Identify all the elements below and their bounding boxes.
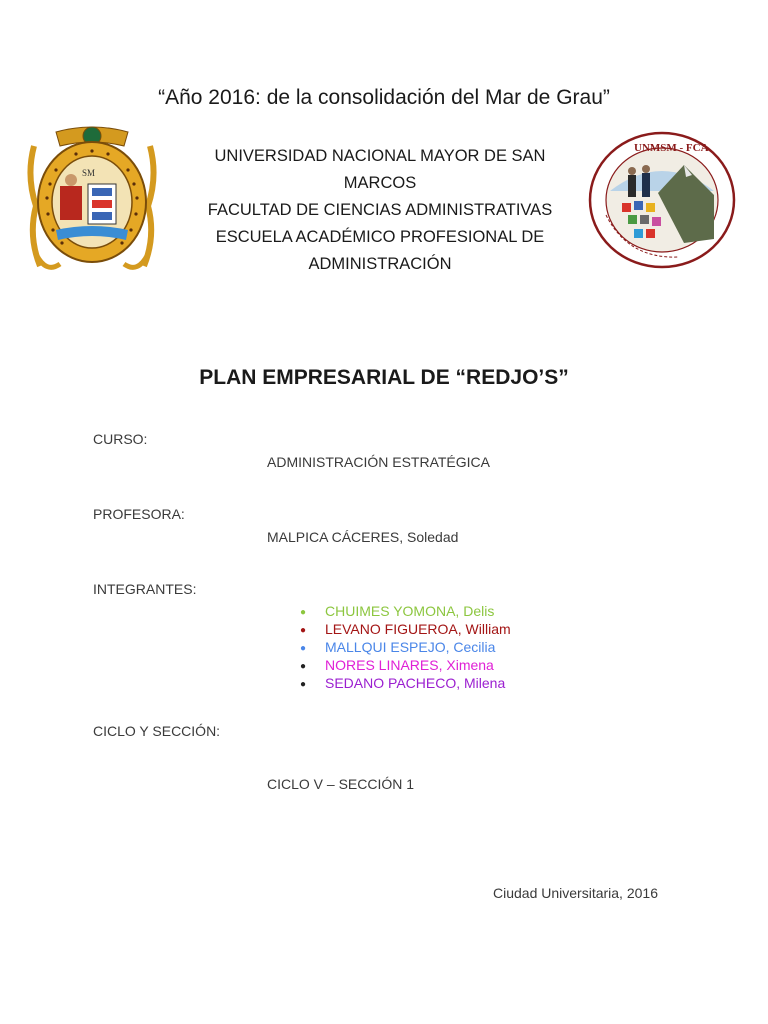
institution-line: UNIVERSIDAD NACIONAL MAYOR DE SAN [214, 147, 546, 165]
bullet-icon: ● [300, 625, 307, 636]
members-label: INTEGRANTES: [93, 581, 197, 597]
institution-line: FACULTAD DE CIENCIAS ADMINISTRATIVAS [207, 201, 553, 219]
member-item [300, 675, 511, 693]
member-name: NORES LINARES, Ximena [325, 657, 494, 673]
course-label: CURSO: [93, 431, 148, 447]
bullet-icon: ● [300, 607, 307, 618]
institution-header [170, 143, 590, 278]
faculty-seal-logo [588, 131, 736, 269]
year-motto: “Año 2016: de la consolidación del Mar de Grau” [158, 86, 610, 109]
members-list [300, 603, 511, 693]
member-item [300, 657, 511, 675]
teacher-label: PROFESORA: [93, 506, 185, 522]
member-name: MALLQUI ESPEJO, Cecilia [325, 639, 496, 655]
institution-line: MARCOS [343, 174, 417, 192]
place-date: Ciudad Universitaria, 2016 [493, 885, 658, 901]
university-crest-logo [26, 126, 158, 274]
member-item [300, 621, 511, 639]
bullet-icon: ● [300, 679, 307, 690]
cycle-value: CICLO V – SECCIÓN 1 [267, 776, 415, 792]
svg-text:SM: SM [82, 168, 96, 178]
svg-text:UNMSM - FCA: UNMSM - FCA [634, 142, 709, 154]
member-name: LEVANO FIGUEROA, William [325, 621, 511, 637]
member-item [300, 603, 511, 621]
course-value: ADMINISTRACIÓN ESTRATÉGICA [267, 454, 490, 470]
bullet-icon: ● [300, 643, 307, 654]
cycle-label: CICLO Y SECCIÓN: [93, 723, 221, 739]
institution-line: ESCUELA ACADÉMICO PROFESIONAL DE [215, 228, 545, 246]
member-name: SEDANO PACHECO, Milena [325, 675, 506, 691]
member-item [300, 639, 511, 657]
member-name: CHUIMES YOMONA, Delis [325, 603, 495, 619]
plan-title: PLAN EMPRESARIAL DE “REDJO’S” [199, 366, 569, 389]
institution-line: ADMINISTRACIÓN [308, 255, 452, 273]
teacher-value: MALPICA CÁCERES, Soledad [267, 529, 459, 545]
bullet-icon: ● [300, 661, 307, 672]
